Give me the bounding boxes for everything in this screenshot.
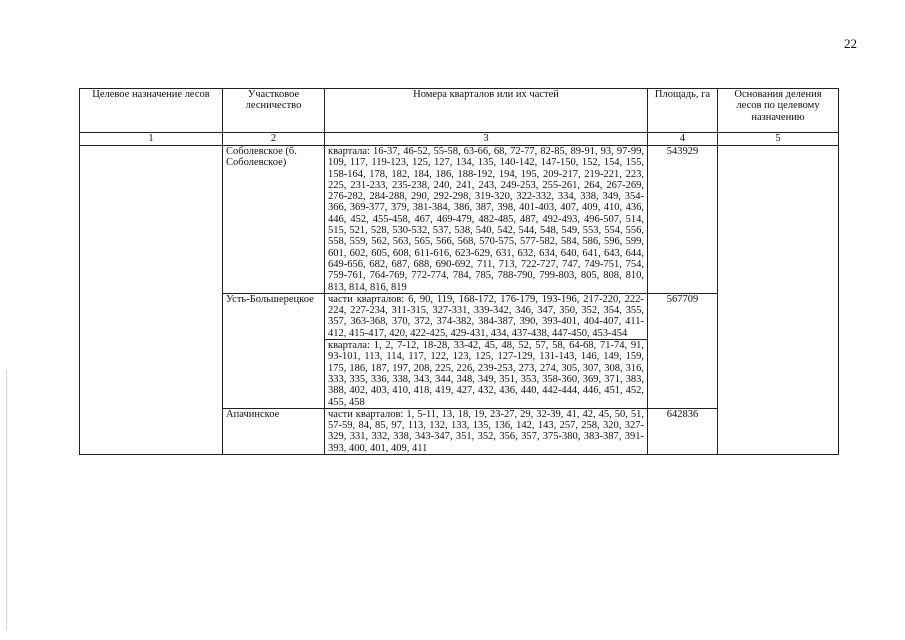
table-row: [80, 146, 839, 294]
column-number-row: [80, 133, 839, 146]
district-sobolevskoe: Соболевское (б. Соболевское): [223, 146, 325, 294]
column-number: 1: [80, 133, 223, 146]
quarters-cell: квартала: 16-37, 46-52, 55-58, 63-66, 68, 72-77, 82-85, 89-91, 93, 97-99, 109, 117, 119-123, 125, 127, 134, 135, 140-142, 147-150, 152, 154, 155, 158-164, 178, 182, 184, 186, 188-192, 194, 195, 209-217, 219-221, 223, 225, 231-233, 235-238, 240, 241, 243, 249-253, 255-261, 264, 267-269, 276-282, 284-288, 290, 292-298, 319-320, 322-332, 334, 338, 349, 354-366, 369-377, 379, 381-384, 386, 387, 398, 401-403, 407, 409, 410, 436, 446, 452, 455-458, 467, 469-479, 482-485, 487, 492-493, 496-507, 514, 515, 521, 528, 530-532, 537, 538, 540, 542, 544, 548, 549, 553, 554, 556, 558, 559, 562, 563, 565, 566, 568, 570-575, 577-582, 584, 586, 596, 599, 601, 602, 605, 608, 611-616, 623-629, 631, 632, 634, 640, 641, 643, 644, 649-656, 682, 687, 688, 690-692, 711, 713, 722-727, 747, 749-751, 754, 759-761, 764-769, 772-774, 784, 785, 788-790, 799-803, 805, 808, 810, 813, 814, 816, 819: [325, 146, 648, 294]
quarters-cell: квартала: 1, 2, 7-12, 18-28, 33-42, 45, 48, 52, 57, 58, 64-68, 71-74, 91, 93-101, 113, 114, 117, 122, 123, 125, 127-129, 131-143, 146, 149, 159, 175, 186, 187, 197, 208, 225, 226, 239-253, 273, 274, 305, 307, 308, 316, 333, 335, 336, 338, 343, 344, 348, 349, 351, 353, 358-360, 369, 371, 383, 388, 402, 403, 410, 418, 419, 427, 432, 436, 440, 442-444, 446, 451, 452, 455, 458: [325, 340, 648, 409]
column-number: 4: [648, 133, 718, 146]
area-cell: 567709: [648, 293, 718, 408]
district-ust-bolsheretskoe: Усть-Большерецкое: [223, 293, 325, 408]
column-number: 5: [718, 133, 839, 146]
header-purpose: Целевое назначение лесов: [80, 89, 223, 133]
area-cell: 543929: [648, 146, 718, 294]
purpose-cell: [80, 146, 223, 455]
column-number: 2: [223, 133, 325, 146]
header-district: Участковое лесничество: [223, 89, 325, 133]
scan-margin-line: [6, 370, 7, 630]
forest-quarters-table: [79, 88, 839, 455]
header-quarters: Номера кварталов или их частей: [325, 89, 648, 133]
area-cell: 642836: [648, 408, 718, 454]
page-number: 22: [844, 36, 857, 51]
district-apachinskoe: Апачинское: [223, 408, 325, 454]
quarters-cell: части кварталов: 1, 5-11, 13, 18, 19, 23-27, 29, 32-39, 41, 42, 45, 50, 51, 57-59, 84, 85, 97, 113, 132, 133, 135, 136, 142, 143, 257, 258, 320, 327-329, 331, 332, 338, 343-347, 351, 352, 356, 357, 375-380, 383-387, 391-393, 400, 401, 409, 411: [325, 408, 648, 454]
header-area: Площадь, га: [648, 89, 718, 133]
table-header-row: [80, 89, 839, 133]
basis-cell: [718, 146, 839, 455]
quarters-cell: части кварталов: 6, 90, 119, 168-172, 176-179, 193-196, 217-220, 222-224, 227-234, 311-315, 327-331, 339-342, 346, 347, 350, 352, 354, 355, 357, 363-368, 370, 372, 374-382, 384-387, 390, 393-401, 404-407, 411-412, 415-417, 420, 422-425, 429-431, 434, 437-438, 447-450, 453-454: [325, 293, 648, 339]
column-number: 3: [325, 133, 648, 146]
header-basis: Основания деления лесов по целевому назначению: [718, 89, 839, 133]
